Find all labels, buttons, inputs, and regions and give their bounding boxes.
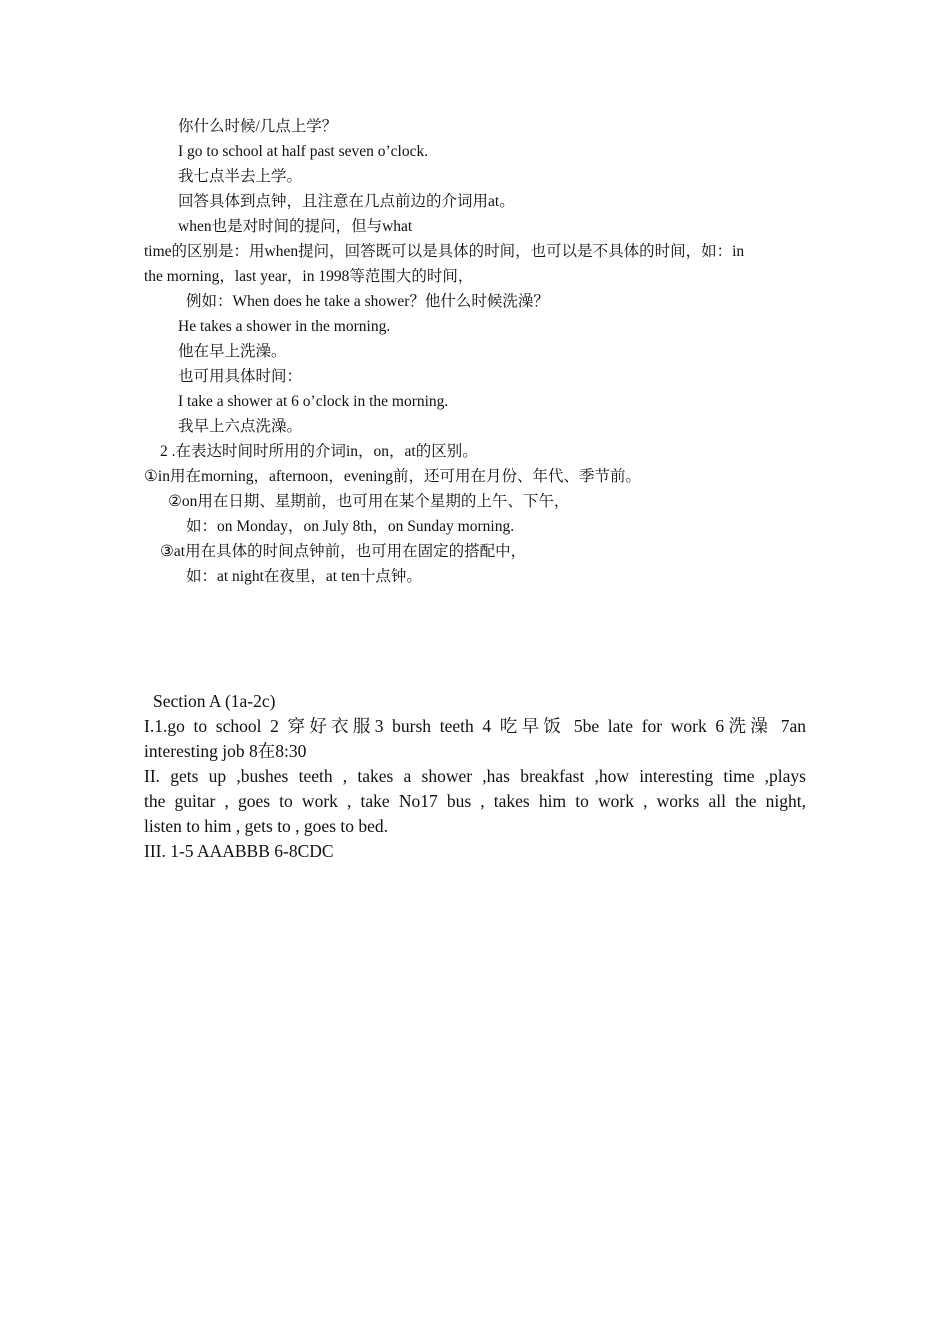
note-line-5: when也是对时间的提问，但与what [178,218,413,235]
answer-ii-line-2: the guitar , goes to work , take No17 bus , takes him to work , works all the night, [144,791,806,811]
note-line-14: 2 .在表达时间时所用的介词in，on，at的区别。 [160,443,478,460]
answer-ii-line-1: II. gets up ,bushes teeth , takes a shower ,has breakfast ,how interesting time ,plays [144,766,806,786]
circled-number-2: ② [168,493,182,510]
note-line-4: 回答具体到点钟，且注意在几点前边的介词用at。 [178,193,515,210]
note-line-10: 他在早上洗澡。 [178,343,287,360]
note-line-11: 也可用具体时间： [178,368,303,385]
note-line-18 [160,542,526,562]
note-line-16 [168,492,569,512]
note-line-7: the morning，last year，in 1998等范围大的时间， [144,268,474,285]
note-line-15 [144,467,641,487]
note-line-13: 我早上六点洗澡。 [178,418,303,435]
note-line-15-text: in用在morning，afternoon，evening前，还可用在月份、年代、季节前。 [157,468,641,485]
note-line-16-text: on用在日期、星期前，也可用在某个星期的上午、下午， [181,493,570,510]
section-title: Section A (1a-2c) [153,691,276,711]
note-line-1: 你什么时候/几点上学？ [178,118,338,135]
note-line-6: time的区别是：用when提问，回答既可以是具体的时间，也可以是不具体的时间，如：in [144,243,745,260]
note-line-9: He takes a shower in the morning. [178,318,391,335]
answer-i-line-1: I.1.go to school 2 穿好衣服3 bursh teeth 4 吃早饭 5be late for work 6洗澡 7an [144,716,806,736]
note-line-19: 如：at night在夜里，at ten十点钟。 [186,568,422,585]
circled-number-3: ③ [160,543,174,560]
note-line-3: 我七点半去上学。 [178,168,303,185]
note-line-2: I go to school at half past seven o’clock. [178,143,429,160]
answer-ii-line-3: listen to him , gets to , goes to bed. [144,816,389,836]
answer-iii-line: III. 1-5 AAABBB 6-8CDC [144,841,334,861]
answer-i-line-2: interesting job 8在8:30 [144,741,307,761]
circled-number-1: ① [144,468,158,485]
note-line-12: I take a shower at 6 o’clock in the morning. [178,393,449,410]
note-line-18-text: at用在具体的时间点钟前，也可用在固定的搭配中， [173,543,527,560]
note-line-8: 例如：When does he take a shower？他什么时候洗澡？ [186,293,549,310]
note-line-17: 如：on Monday，on July 8th，on Sunday morning. [186,518,515,535]
